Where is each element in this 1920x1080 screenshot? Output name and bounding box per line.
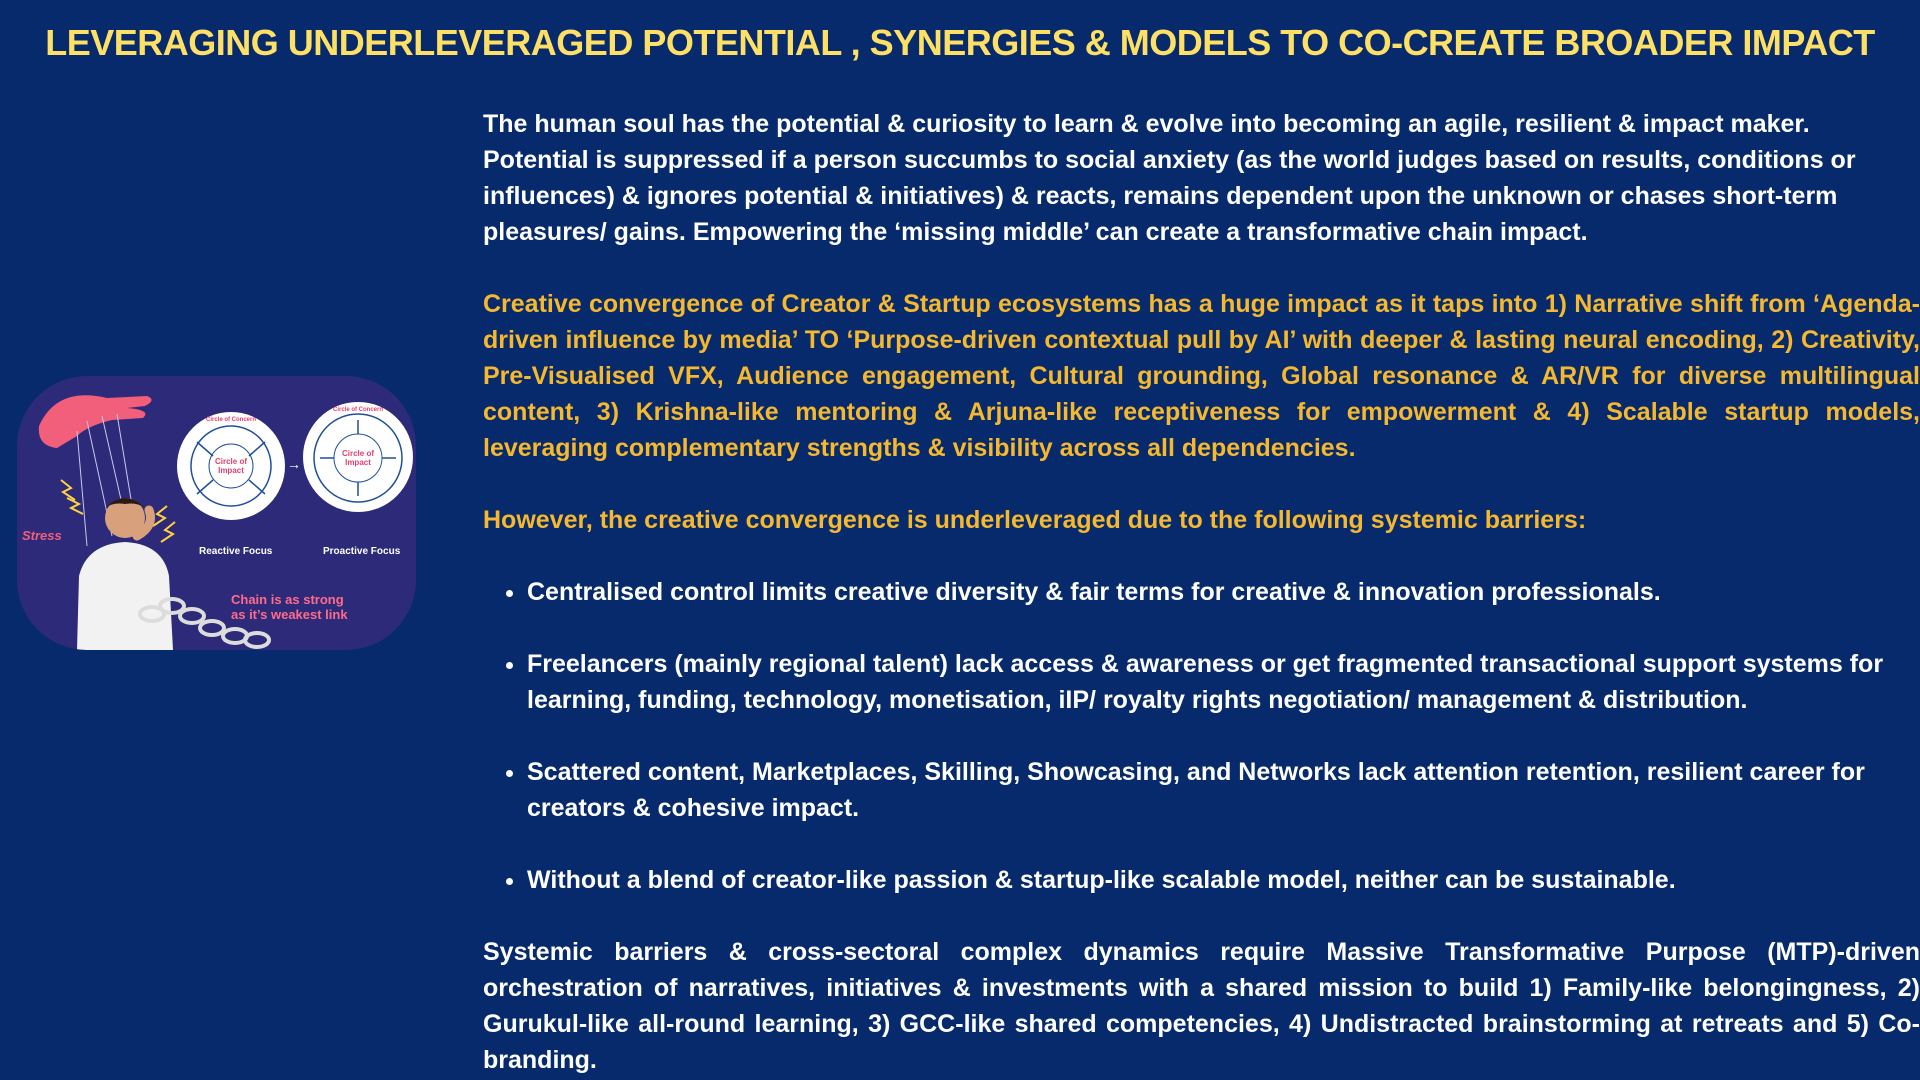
circle2-outer-label: Circle of Concern [332, 407, 383, 413]
page-title: LEVERAGING UNDERLEVERAGED POTENTIAL , SYNERGIES & MODELS TO CO-CREATE BROADER IMPACT [45, 22, 1875, 63]
convergence-paragraph: Creative convergence of Creator & Startup ecosystems has a huge impact as it taps into 1) Narrative shift from ‘Agenda-driven influence by media’ TO ‘Purpose-driven contextual pull by AI’ with deeper & lasting neural encoding, 2) Creativity, Pre-Visualised VFX, Audience engagement, Cultural grounding, Global resonance & AR/VR for diverse multilingual content, 3) Krishna-like mentoring & Arjuna-like receptiveness for empowerment & 4) Scalable startup models, leveraging complementary strengths & visibility across all dependencies. [483, 290, 1920, 462]
barriers-list [483, 574, 1920, 898]
main-content [483, 106, 1920, 1078]
chain-caption-line2: as it’s weakest link [231, 607, 348, 622]
circle1-inner-label: Circle of Impact [214, 457, 247, 475]
stress-illustration [17, 376, 416, 650]
barriers-intro: However, the creative convergence is underleveraged due to the following systemic barriers: [483, 506, 1587, 534]
list-item: • Without a blend of creator-like passion & startup-like scalable model, neither can be sustainable. [527, 862, 1920, 898]
chain-caption [231, 592, 348, 622]
proactive-focus-caption: Proactive Focus [323, 546, 401, 557]
stress-label: Stress [22, 528, 62, 543]
list-item: • Freelancers (mainly regional talent) lack access & awareness or get fragmented transactional support systems for learning, funding, technology, monetisation, iIP/ royalty rights negotiation/ management & distribution. [527, 646, 1920, 718]
reactive-focus-caption: Reactive Focus [199, 546, 273, 557]
list-item: • Scattered content, Marketplaces, Skilling, Showcasing, and Networks lack attention retention, resilient career for creators & cohesive impact. [527, 754, 1920, 826]
intro-paragraph: The human soul has the potential & curiosity to learn & evolve into becoming an agile, resilient & impact maker. Potential is suppressed if a person succumbs to social anxiety (as the world judges based on results, conditions or influences) & ignores potential & initiatives) & reacts, remains dependent upon the unknown or chases short-term pleasures/ gains. Empowering the ‘missing middle’ can create a transformative chain impact. [483, 110, 1856, 246]
closing-paragraph: Systemic barriers & cross-sectoral complex dynamics require Massive Transformative Purpose (MTP)-driven orchestration of narratives, initiatives & investments with a shared mission to build 1) Family-like belongingness, 2) Gurukul-like all-round learning, 3) GCC-like shared competencies, 4) Undistracted brainstorming at retreats and 5) Co-branding. [483, 938, 1920, 1074]
circle1-outer-label: Circle of Concern [205, 417, 256, 423]
chain-caption-line1: Chain is as strong [231, 592, 344, 607]
list-item: • Centralised control limits creative diversity & fair terms for creative & innovation professionals. [527, 574, 1920, 610]
circle2-inner-label: Circle of Impact [341, 449, 374, 467]
arrow-right-icon: → [287, 456, 301, 472]
